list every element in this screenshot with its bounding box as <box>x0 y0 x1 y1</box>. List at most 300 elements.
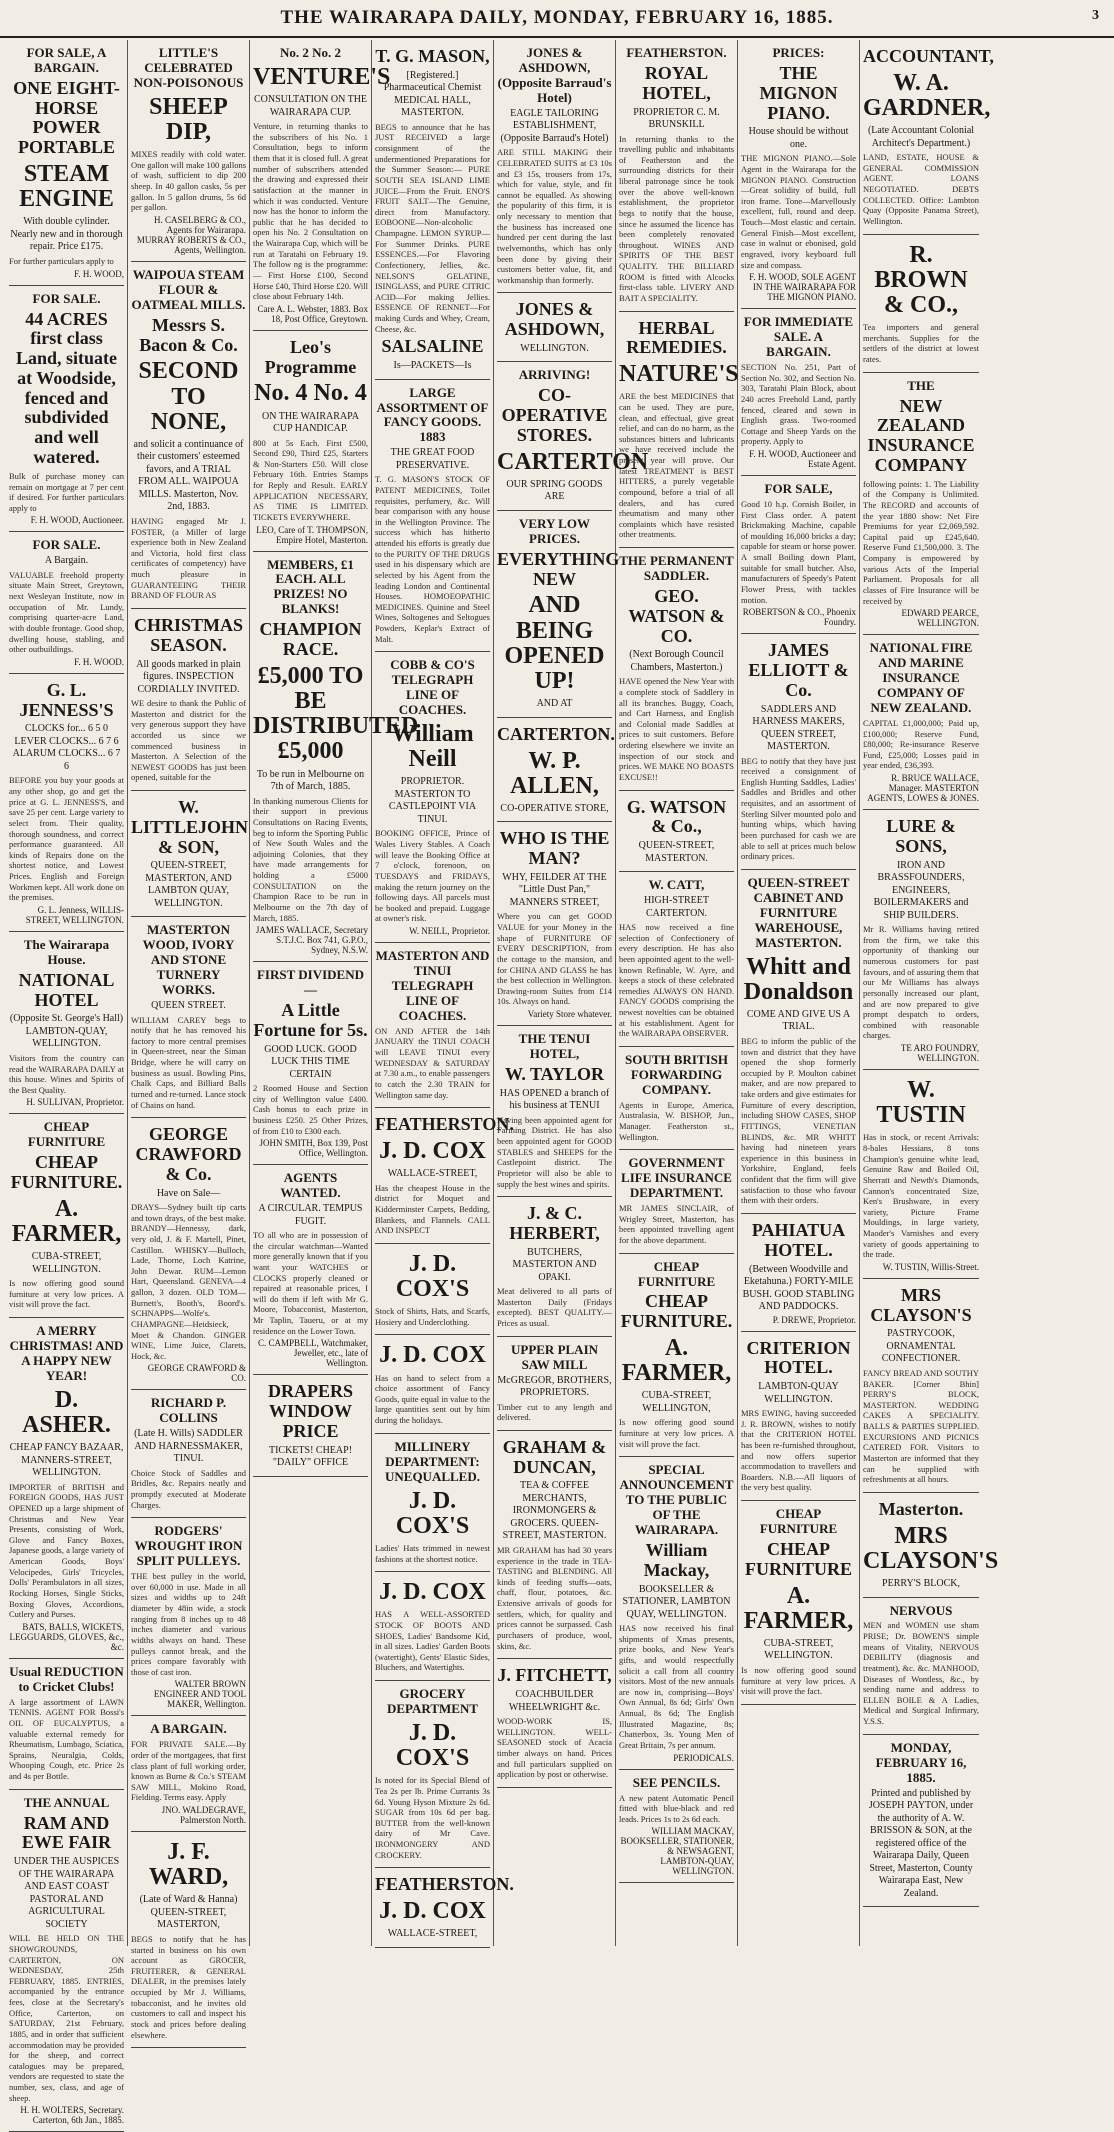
ad-subheading: A CIRCULAR. TEMPUS FUGIT. <box>258 1203 363 1227</box>
ad-subheading: CUBA-STREET, WELLINGTON. <box>31 1251 102 1275</box>
ad-body: BEGS to notify that he has started in business on his own account as GROCER, FRUITERER, & GENERAL DEALER, in the premises lately occupied by Mr J. Williams, tobacconist, and he invites old customers to call and inspect his stock and prices before dealing elsewhere. <box>131 1933 246 2040</box>
ad-heading: No. 2 No. 2 <box>279 45 342 60</box>
advertisement <box>131 1518 246 1716</box>
ad-heading: J. D. COX <box>379 1579 486 1606</box>
ad-heading: J. & C. HERBERT, <box>509 1203 600 1243</box>
ad-subheading: and solicit a continuance of their customers' esteemed favors, and A TRIAL FROM ALL. WAIPOUA MILLS. Masterton, Nov. 2nd, 1883. <box>133 438 244 513</box>
ad-heading: SALSALINE <box>381 336 484 357</box>
ad-heading: HERBAL REMEDIES. <box>626 317 727 358</box>
ad-heading: RAM AND EWE FAIR <box>21 1812 112 1853</box>
advertisement <box>375 1244 490 1336</box>
ad-subheading: QUEEN-STREET, MASTERTON. <box>638 840 715 864</box>
ad-subheading: Is—PACKETS—Is <box>393 360 472 372</box>
page-number: 3 <box>1092 8 1100 23</box>
ad-heading: SPECIAL ANNOUNCEMENT TO THE PUBLIC OF THE WAIRARAPA. <box>619 1462 734 1538</box>
ad-subheading: TICKETS! CHEAP! "DAILY" OFFICE <box>268 1444 353 1469</box>
advertisement <box>9 1659 124 1790</box>
ad-body: THE MIGNON PIANO.—Sole Agent in the Wairarapa for the MIGNON PIANO. Construction—Great solidity of build, full iron frame. Tone—Marvellously excellent, full, round and deep. Touch—Most elastic and certain. General Finish—Most excellent, case in walnut or ebonised, gold engraved, ivory keyboard full size and compass. <box>741 153 856 270</box>
ad-signature: P. DREWE, Proprietor. <box>772 1314 856 1325</box>
ad-subheading: CUBA-STREET, WELLINGTON. <box>763 1637 834 1662</box>
ad-subheading: PERRY'S BLOCK, <box>882 1578 960 1590</box>
ad-signature: Care A. L. Webster, 1883. Box 18, Post Office, Greytown. <box>257 303 368 324</box>
advertisement <box>253 40 391 331</box>
ad-heading: CO-OPERATIVE STORES. <box>501 385 608 445</box>
ad-heading: GOVERNMENT LIFE INSURANCE DEPARTMENT. <box>621 1155 732 1201</box>
newspaper-columns <box>6 40 1108 2126</box>
advertisement <box>619 312 739 549</box>
ad-heading: CHAMPION RACE. <box>259 619 362 660</box>
ad-body: Mr R. Williams having retired from the firm, we take this opportunity of thanking our numerous customers for past favours, and of assuring them that our Mr Williams has always personally increased our plant, and are now prepared to give prompt despatch to orders, combined with reasonable charges. <box>863 924 979 1041</box>
ad-heading: NEW ZEALAND INSURANCE COMPANY <box>867 395 975 475</box>
ad-subheading: COME AND GIVE US A TRIAL. <box>746 1008 851 1033</box>
advertisement <box>375 1868 514 1947</box>
ad-body: CAPITAL £1,000,000; Paid up, £100,000; Reserve Fund, £80,000; Re-insurance Reserve Fund, £25,000; Losses paid in year ended, £36,393. <box>863 717 979 771</box>
ad-body: FOR PRIVATE SALE.—By order of the mortgagees, that first class plant of full working order, known as Burne & Co.'s STEAM SAW MILL, Mokino Road, Fielding. Terms easy. Apply <box>131 1739 246 1803</box>
ad-subheading: CONSULTATION ON THE WAIRARAPA CUP. <box>253 94 368 118</box>
advertisement <box>863 373 979 636</box>
advertisement <box>9 286 124 533</box>
ad-heading: Whitt and Donaldson <box>743 953 854 1005</box>
ad-heading: STEAM ENGINE <box>19 161 114 213</box>
advertisement <box>619 1254 734 1458</box>
ad-heading: W. TUSTIN <box>876 1077 966 1129</box>
ad-heading: FOR IMMEDIATE SALE. A BARGAIN. <box>743 314 854 360</box>
advertisement <box>741 870 856 1214</box>
advertisement <box>131 1716 246 1832</box>
ad-subheading: HIGH-STREET CARTERTON. <box>644 895 709 919</box>
ad-heading: AGENTS WANTED. <box>280 1170 341 1201</box>
ad-heading: William Mackay, <box>643 1540 710 1580</box>
ad-heading: SHEEP DIP, <box>149 93 228 145</box>
advertisement <box>253 1165 368 1375</box>
ad-body: Meat delivered to all parts of Masterton Daily (Fridays excepted). BEST QUALITY.—Prices as usual. <box>497 1286 612 1329</box>
advertisement <box>863 810 979 1070</box>
ad-subheading: WHY, FEILDER AT THE "Little Dust Pan," MANNERS STREET, <box>502 871 607 908</box>
ad-heading: CARTERTON. <box>497 723 615 744</box>
ad-subheading: CHEAP FANCY BAZAAR, MANNERS-STREET, WELLINGTON. <box>9 1442 124 1479</box>
ad-subheading: WALLACE-STREET, <box>387 1928 478 1940</box>
ad-subheading: Printed and published by JOSEPH PAYTON, under the authority of A. W. BRISSON & SON, at the registered office of the Wairarapa Daily, Queen Street, Masterton, County Wairarapa East, New Zealand. <box>868 1787 974 1899</box>
ad-heading: FOR SALE. <box>32 537 101 553</box>
advertisement <box>375 943 490 1108</box>
advertisement <box>619 548 734 791</box>
ad-signature: F. H. WOOD, Auctioneer. <box>30 515 124 526</box>
ad-body: A new patent Automatic Pencil fitted with blue-black and red leads. Prices 1s to 2s 6d each. <box>619 1792 734 1824</box>
ad-heading: AND BEING OPENED UP! <box>504 592 605 695</box>
advertisement <box>863 1070 979 1279</box>
advertisement <box>497 511 620 718</box>
advertisement <box>619 1047 734 1150</box>
advertisement <box>131 917 246 1118</box>
ad-heading: THE PERMANENT SADDLER. <box>619 553 734 583</box>
ad-heading: 44 ACRES first class Land, situate at Woodside, fenced and subdivided and well watered. <box>15 308 118 468</box>
ad-heading: D. ASHER. <box>22 1386 111 1439</box>
ad-signature: PERIODICALS. <box>673 1752 734 1763</box>
ad-body: BEG to notify that they have just received a consignment of English Hunting Saddles, Ladies' Saddles and Bridles and other requisites, and an assortment of Sterling Silver mounted polo and hunting whips, which having been purchased for cash we are able to sell at prices much below ordinary prices. <box>741 755 856 862</box>
ad-heading: MASTERTON AND TINUI TELEGRAPH LINE OF COACHES. <box>375 948 490 1023</box>
ad-subheading: WELLINGTON. <box>520 342 589 354</box>
ad-signature: GEORGE CRAWFORD & CO. <box>147 1363 246 1384</box>
advertisement <box>741 1214 856 1332</box>
ad-subheading: PASTRYCOOK, ORNAMENTAL CONFECTIONER. <box>881 1328 961 1365</box>
advertisement <box>375 1572 490 1681</box>
ad-signature: F. H. WOOD, SOLE AGENT IN THE WAIRARAPA FOR THE MIGNON PIANO. <box>749 272 856 303</box>
ad-heading: FIRST DIVIDEND— <box>256 967 365 998</box>
ad-subheading: McGREGOR, BROTHERS, PROPRIETORS. <box>497 1374 612 1399</box>
ad-subheading: With double cylinder. Nearly new and in thorough repair. Price £175. <box>10 216 123 253</box>
ad-body: 2 Roomed House and Section city of Wellington value £400. Cash bonus to each prize in business £250. 25 Other Prizes, of from £10 to £300 each. <box>253 1083 368 1136</box>
ad-subheading: House should be without one. <box>748 126 849 150</box>
advertisement <box>619 1457 734 1769</box>
ad-heading: UPPER PLAIN SAW MILL <box>510 1341 599 1372</box>
advertisement <box>863 1735 979 1907</box>
ad-heading: GROCERY DEPARTMENT <box>386 1686 479 1717</box>
ad-signature: EDWARD PEARCE, WELLINGTON. <box>901 608 979 629</box>
ad-heading: No. 4 No. 4 <box>254 380 367 407</box>
ad-body: Agents in Europe, America, Australasia, W. BISHOP, Jun., Manager. Featherston st., Wellington. <box>619 1099 734 1142</box>
ad-heading: A. FARMER, <box>743 1582 854 1634</box>
ad-signature: WALTER BROWN ENGINEER AND TOOL MAKER, Wellington. <box>153 1679 246 1710</box>
ad-subheading: To be run in Melbourne on 7th of March, 1885. <box>256 768 365 793</box>
ad-subheading: BUTCHERS, MASTERTON AND OPAKI. <box>512 1246 597 1283</box>
advertisement <box>131 1390 246 1518</box>
ad-body: WILL BE HELD ON THE SHOWGROUNDS, CARTERTON, ON WEDNESDAY, 25th FEBRUARY, 1885. ENTRIES, accompanied by the entrance fees, close at the Secretary's Office, Carterton, on SATURDAY, 21st February, 1885, and in order that sufficient accommodation may be provided for the sheep, and correct catalogues may be prepared, vendors are requested to state the number, sex, class, and age of sheep. <box>9 1933 124 2103</box>
ad-body: HAS now received his final shipments of Xmas presents, prize books, and New Year's gifts, and would respectfully solicit a call from all country visitors. Most of the new annuals are now in, comprising—Boys' Own Annual, 8s 6d; Girls' Own Annual, 8s 6d; The English Illustrated Magazine, 8s; Chatterbox, 3s. Young Men of Great Britain, 7s per annum. <box>619 1623 734 1750</box>
ad-heading: FOR SALE, <box>764 481 833 497</box>
advertisement <box>497 40 612 293</box>
ad-heading: RICHARD P. COLLINS <box>150 1395 227 1426</box>
ad-body: HAVING engaged Mr J. FOSTER, (a Miller of large experience both in New Zealand and Victoria, hold first class certificates of competency) have much pleasure in GUARANTEEING THEIR BRAND OF FLOUR AS <box>131 515 246 601</box>
ad-signature: F. H. WOOD, Auctioneer and Estate Agent. <box>749 449 856 470</box>
ad-signature: F. H. WOOD. <box>74 656 124 667</box>
ad-signature: F. H. WOOD, <box>74 268 124 279</box>
column-6 <box>616 40 738 1946</box>
ad-signature: JOHN SMITH, Box 139, Post Office, Wellington. <box>259 1138 368 1159</box>
ad-body: Choice Stock of Saddles and Bridles, &c. Repairs neatly and promptly executed at Moderate Charges. <box>131 1467 246 1510</box>
ad-signature: JAMES WALLACE, Secretary S.T.J.C. Box 741, G.P.O., Sydney, N.S.W. <box>255 925 368 956</box>
advertisement <box>9 532 124 673</box>
ad-subheading: PROPRIETOR C. M. BRUNSKILL <box>633 106 720 131</box>
ad-body: Is now offering good sound furniture at very low prices. A visit will prove the fact. <box>619 1417 734 1449</box>
ad-body: FANCY BREAD AND SOUTHY BAKER. [Corner Bhin] PERRY'S BLOCK, MASTERTON. WEDDING CAKES A SPECIALITY. BALLS & PARTIES SUPPLIED. EXCURSIONS AND PICNICS CATERED FOR. Visitors to Masterton are informed that they can be supplied with refreshments at all hours. <box>863 1367 979 1485</box>
advertisement <box>375 380 490 653</box>
ad-heading: A. FARMER, <box>11 1195 122 1248</box>
ad-subheading: COACHBUILDER WHEELWRIGHT &c. <box>508 1689 601 1713</box>
advertisement <box>9 674 124 932</box>
column-5 <box>494 40 649 1946</box>
ad-subheading: WALLACE-STREET, <box>387 1168 478 1180</box>
advertisement <box>9 1318 124 1659</box>
advertisement <box>253 1375 368 1476</box>
column-1 <box>6 40 128 2126</box>
ad-heading: MASTERTON WOOD, IVORY AND STONE TURNERY WORKS. <box>142 922 235 998</box>
ad-heading: FEATHERSTON. <box>375 1114 514 1135</box>
ad-subheading: HAS OPENED a branch of his business at TENUI <box>499 1087 610 1112</box>
ad-subheading: A Bargain. <box>44 555 89 567</box>
ad-body: For further particulars apply to <box>9 255 114 266</box>
ad-heading: NERVOUS <box>889 1602 953 1618</box>
ad-heading: NATURE'S <box>619 361 739 388</box>
ad-body: LAND, ESTATE, HOUSE & GENERAL COMMISSION AGENT. LOANS NEGOTIATED. DEBTS COLLECTED. Office: Lambton Quay (Opposite Panama Street), Wellington. <box>863 152 979 226</box>
ad-body: T. G. MASON'S STOCK OF PATENT MEDICINES, Toilet requisites, perfumery, &c. Will bear comparison with any house in the Wellington Province. The success which has hitherto attended his efforts is greatly due to the PURITY OF THE DRUGS used in his dispensary which are selected by his Agent from the leading London and Continental Houses. HOMOEOPATHIC MEDICINES. Quinine and Steel Wines, Soltogenes and Seltogues Powders, Keplar's Extract of Malt. <box>375 474 490 644</box>
ad-signature: R. BRUCE WALLACE, Manager. MASTERTON AGENTS, LOWES & JONES. <box>867 773 979 804</box>
ad-body: DRAYS—Sydney built tip carts and town drays, of the best make. BRANDY—Hennessy, dark, very old, J. & F. Martell, Pinet, Castillon. WHISKY—Bulloch, Lade, Thorne, Loch Katrine, John Dewar. RUM—Lemon Hart, Queensland. GENEVA—4 gallon, 3 dozen. OLD TOM—Burnett's, Booth's, Boord's. SCHNAPPS—Wolfe's. CHAMPAGNE—Heidsieck, Moet & Chandon. GINGER WINE, Lime Juice, Clarets, Hock, &c. <box>131 1202 246 1361</box>
ad-subheading: ON THE WAIRARAPA CUP HANDICAP. <box>261 410 360 435</box>
advertisement <box>619 1150 734 1253</box>
advertisement <box>375 1681 490 1868</box>
ad-body: ARE the best MEDICINES that can be used. They are pure, clean, and effectual, give great relief, and can do no harm, as the substances bitters and lubricants we have received include the present year will prove. Our latest TREATMENT is BEST HITTERS, a purely vegetable compound, before a trial of all dealers, and has cured rheumatism and many other complaints which have resisted other treatments. <box>619 391 734 540</box>
ad-heading: J. D. COX'S <box>395 1250 470 1302</box>
ad-body: TO all who are in possession of the circular watchman—Wanted more generally known that if you want your WATCHES or CLOCKS properly cleaned or repaired at reasonable prices, I will do them if left with Mr G. Moore, Tobacconist, Masterton, Mr Taplin, Taueru, or at my residence on the Lower Town. <box>253 1230 368 1336</box>
advertisement <box>253 962 368 1165</box>
ad-heading: ARRIVING! <box>518 367 591 383</box>
ad-heading: CHEAP FURNITURE <box>637 1258 716 1289</box>
ad-subheading: GOOD LUCK. GOOD LUCK THIS TIME CERTAIN <box>264 1043 357 1080</box>
ad-signature: W. NEILL, Proprietor. <box>409 926 490 937</box>
advertisement <box>375 652 490 943</box>
ad-heading: A. FARMER, <box>621 1335 732 1387</box>
ad-heading: J. D. COX <box>379 1342 486 1369</box>
advertisement <box>619 791 734 873</box>
ad-signature: WILLIAM MACKAY, BOOKSELLER, STATIONER, & NEWSAGENT, LAMBTON-QUAY, WELLINGTON. <box>620 1826 734 1877</box>
ad-heading: W. P. ALLEN, <box>510 747 599 799</box>
ad-body: SECTION No. 251, Part of Section No. 302, and Section No. 303, Taratahi Plain Block, about 240 acres Freehold Land, partly fenced, cleared and sown in English grass. Two-roomed Cottage and Sheep Yards on the property. Apply to <box>741 362 856 447</box>
ad-heading: LARGE ASSORTMENT OF FANCY GOODS. 1883 <box>376 384 489 445</box>
ad-signature: ROBERTSON & CO., Phoenix Foundry. <box>742 607 856 628</box>
ad-body: Good 10 h.p. Cornish Boiler, in First Class order. A patent Brickmaking Machine, capable of moulding 16,000 bricks a day; capable for steam or horse power. A small Boiling down Plant, suitable for small butcher. Also, manufacturers of Speedy's Patent Flower Press, with tackles motion. <box>741 498 856 605</box>
ad-body: WE desire to thank the Public of Masterton and district for the very generous support they have accorded us since we commenced business in Masterton. A Selection of the NEWEST GOODS has just been opened, suitable for the <box>131 698 246 783</box>
ad-heading: Leo's Programme <box>264 336 357 377</box>
ad-heading: FEATHERSTON. <box>626 45 727 60</box>
ad-body: Bulk of purchase money can remain on mortgage at 7 per cent if desired. For further particulars apply to <box>9 470 124 513</box>
ad-body: In thanking numerous Clients for their support in previous Consultations on Racing Events, beg to inform the Sporting Public of New South Wales and the adjoining Colonies, that they have made arrangements for holding a £5000 CONSULTATION on the Champion Race to be run in Melbourne on the 7th day of March, 1885. <box>253 795 368 923</box>
advertisement <box>619 40 734 312</box>
ad-heading: Masterton. <box>878 1498 964 1519</box>
ad-heading: MONDAY, FEBRUARY 16, 1885. <box>875 1739 967 1785</box>
ad-heading: J. D. COX'S <box>395 1719 470 1772</box>
ad-heading: T. G. MASON, <box>375 46 490 66</box>
ad-heading: CHEAP FURNITURE. <box>10 1152 123 1193</box>
ad-subheading: (Opposite St. George's Hall) LAMBTON-QUAY, WELLINGTON. <box>9 1013 124 1050</box>
ad-body: VALUABLE freehold property situate Main Street, Greytown, next Wesleyan Institute, now in occupation of Mr. Lundy, comprising quarter-acre Land, with double frontage. Good shop, dwelling house, stabling, and other outbuildings. <box>9 569 124 655</box>
ad-heading: W. TAYLOR <box>504 1063 605 1084</box>
ad-body: Ladies' Hats trimmed in newest fashions at the shortest notice. <box>375 1542 490 1564</box>
advertisement <box>131 40 246 262</box>
ad-body: Is noted for its Special Blend of Tea 2s per lb. Prime Currants 3s 6d. Young Hyson Mixture 2s 6d. SUGAR from 10s 6d per bag. BUTTER from the well-known dairy of Mr Cave. IRONMONGERY AND CROCKERY. <box>375 1775 490 1860</box>
ad-heading: VERY LOW PRICES. <box>519 515 590 546</box>
advertisement <box>497 1337 612 1431</box>
ad-heading: CHEAP FURNITURE <box>27 1119 106 1150</box>
advertisement <box>863 1493 999 1598</box>
ad-heading: William Neill <box>391 721 474 773</box>
ad-heading: ACCOUNTANT, <box>863 46 994 66</box>
advertisement <box>9 932 124 1114</box>
ad-heading: Messrs S. Bacon & Co. <box>139 314 238 355</box>
ad-body: WOOD-WORK IS, WELLINGTON. WELL-SEASONED stock of Acacia timber always on hand. Prices and full particulars supplied on application by post or otherwise. <box>497 1716 612 1780</box>
column-2 <box>128 40 250 2040</box>
advertisement <box>375 1335 490 1433</box>
ad-heading: FOR SALE. <box>32 290 101 306</box>
ad-heading: GEORGE CRAWFORD & Co. <box>135 1124 242 1184</box>
column-8 <box>860 40 999 1946</box>
ad-subheading: THE GREAT FOOD PRESERVATIVE. <box>390 447 475 471</box>
ad-heading: ONE EIGHT-HORSE POWER PORTABLE <box>13 77 120 158</box>
advertisement <box>131 262 246 609</box>
ad-signature: C. CAMPBELL, Watchmaker, Jeweller, etc., late of Wellington. <box>258 1338 368 1369</box>
ad-body: MR JAMES SINCLAIR, of Wrigley Street, Masterton, has been appointed travelling agent for the above department. <box>619 1203 734 1245</box>
ad-heading: SECOND TO NONE, <box>138 358 239 435</box>
ad-heading: SEE PENCILS. <box>632 1774 721 1790</box>
ad-subheading: PROPRIETOR. MASTERTON TO CASTLEPOINT VIA TINUI. <box>388 776 477 825</box>
ad-subheading: IRON AND BRASSFOUNDERS, ENGINEERS, BOILERMAKERS and SHIP BUILDERS. <box>873 859 969 921</box>
ad-heading: WHO IS THE MAN? <box>499 828 610 869</box>
ad-heading: W. CATT, <box>648 877 705 893</box>
ad-body: Has in stock, or recent Arrivals: 8-bales Hessians, 8 tons Champion's genuine white lead, Genuine Raw and Boiled Oil, Sherratt and Newth's Diamonds, Cannon's concentrated Size, Ken's Brushware, in every variety, Picture Frame Mouldings, in large variety, Maoder's Varnishes and every variety of goods appertaining to the trade. <box>863 1132 979 1260</box>
ad-heading: The Wairarapa House. <box>23 936 110 967</box>
ad-heading: CHEAP FURNITURE. <box>620 1291 733 1332</box>
ad-body: Timber cut to any length and delivered. <box>497 1401 612 1423</box>
ad-subheading: (Late H. Wills) SADDLER AND HARNESSMAKER, TINUI. <box>134 1428 243 1465</box>
advertisement <box>741 40 856 309</box>
ad-body: HAS now received a fine selection of Confectionery of every description. He has also been appointed agent to the well-known Refinable, W. Ayre, and keeps a stock of these celebrated remedies ALWAYS ON HAND. FANCY GOODS comprising the newest novelties can be obtained at his establishment. Agent for the WAIRARAPA OBSERVER. <box>619 922 734 1039</box>
ad-subheading: (Between Woodville and Eketahuna.) FORTY-MILE BUSH. GOOD STABLING AND PADDOCKS. <box>742 1263 855 1312</box>
ad-heading: MEMBERS, £1 EACH. ALL PRIZES! NO BLANKS! <box>267 556 354 617</box>
advertisement <box>863 1279 979 1493</box>
ad-heading: ROYAL HOTEL, <box>642 62 711 103</box>
advertisement <box>131 1832 246 2048</box>
ad-signature: TE ARO FOUNDRY, WELLINGTON. <box>900 1043 979 1064</box>
ad-heading: EVERYTHING NEW <box>497 548 620 589</box>
ad-heading: FEATHERSTON. <box>375 1874 514 1895</box>
ad-heading: THE TENUI HOTEL, <box>518 1031 591 1062</box>
advertisement <box>741 476 856 634</box>
ad-body: In returning thanks to the travelling public and inhabitants of Featherston and the surrounding districts for their liberal patronage since he took over the above well-known establishment, the proprietor begs to notify that the house, since he assumed the licence has been completely renovated throughout. WINES AND SPIRITS OF THE BEST QUALITY. THE BILLIARD ROOM is fitted with Alcocks first-class table. LIVERY AND BAIT A SPECIALITY. <box>619 133 734 303</box>
ad-heading: FOR SALE, A BARGAIN. <box>26 45 107 75</box>
ad-subheading: QUEEN STREET. <box>151 1000 226 1012</box>
ad-heading: PRICES: <box>772 45 825 60</box>
ad-body: Has on hand to select from a choice assortment of Fancy Goods, quite equal in value to the large quantities sent out by him during the holidays. <box>375 1372 490 1426</box>
ad-heading: JONES & ASHDOWN, (Opposite Barraud's Hotel) <box>497 45 612 105</box>
advertisement <box>863 235 979 373</box>
ad-heading: CHRISTMAS SEASON. <box>133 614 244 655</box>
ad-heading: CHEAP FURNITURE <box>759 1506 838 1537</box>
advertisement <box>619 872 734 1047</box>
advertisement <box>253 331 368 552</box>
column-4 <box>372 40 514 1946</box>
advertisement <box>497 1659 612 1788</box>
ad-body: WILLIAM CAREY begs to notify that he has removed his factory to more central premises in Queen-street, near the Siman Bridge, where he will carry on business as usual. Bowling Pins, Chalk Caps, and Billiard Balls turned and re-turned. Lance stock of Chains on hand. <box>131 1014 246 1110</box>
ad-signature: JNO. WALDEGRAVE, Palmerston North. <box>161 1805 246 1826</box>
ad-subheading: LAMBTON-QUAY WELLINGTON. <box>758 1381 839 1405</box>
ad-heading: LURE & SONS, <box>886 816 956 856</box>
advertisement <box>497 1431 612 1659</box>
ad-body: BEG to inform the public of the town and district that they have opened the shop formerly occupied by P. Moulton cabinet maker, and are now prepared to take orders and give estimates for Furniture of every description, including SHOW CASES, SHOP FITTINGS, VENETIAN BLINDS, &c. MR WHITT having had nineteen years experience in this business in Yorkshire, England, feels confident that the firm will give satisfaction to those who favour them with their orders. <box>741 1035 856 1206</box>
ad-body: BEGS to announce that he has JUST RECEIVED a large consignment of the undermentioned Preparations for the Summer Season:— PURE SOUTH SEA ISLAND LIME JUICE—From the Fruit. ENO'S FRUIT SALT—The Genuine, direct from Manufactory. EOBOONE—Non-alcoholic Champagne. LEMON SYRUP—For Summer Drinks. PURE ESSENCES.—For Flavoring Confectionery, Jellies, &c. NELSON'S GELATINE, ISINGLASS, and PURE CITRIC ACID—For making Jellies. ESSENCE OF RENNET—For making Curds and Whey, Cream, Cheese, &c. <box>375 121 490 334</box>
ad-heading: MRS CLAYSON'S <box>870 1284 972 1325</box>
ad-signature: G. L. Jenness, WILLIS-STREET, WELLINGTON. <box>25 904 124 925</box>
ad-body: Venture, in returning thanks to the subscribers of his No. 1 Consultation, begs to inform them that it is closed full. A great number of subscribers attended the drawing and expressed their satisfaction at the manner in which it was conducted. Venture now has the honor to inform the public that he has decided to open his No. 2 Consultation on the Wairarapa Cup, which will be run at Taratahi on February 19. The follow ng is the programme:— First Horse £100, Second Horse £40, Third Horse £20. Will close about February 14th. <box>253 121 368 302</box>
ad-heading: G. L. JENNESS'S <box>19 679 114 720</box>
advertisement <box>497 822 612 1026</box>
ad-heading: CARTERTON <box>497 448 649 475</box>
advertisement <box>741 309 856 476</box>
ad-heading: GRAHAM & DUNCAN, <box>502 1436 607 1477</box>
ad-heading: CHEAP FURNITURE <box>744 1538 852 1579</box>
ad-subheading: CLOCKS for... 6 5 0 LEVER CLOCKS... 6 7 6 ALARUM CLOCKS... 6 7 6 <box>12 723 121 772</box>
ad-heading: J. D. COX <box>379 1137 486 1164</box>
advertisement <box>253 552 419 963</box>
advertisement <box>131 1118 246 1390</box>
advertisement <box>131 609 246 791</box>
ad-subheading: TEA & COFFEE MERCHANTS, IRONMONGERS & GROCERS. QUEEN-STREET, MASTERTON. <box>502 1480 607 1542</box>
ad-heading: NATIONAL FIRE AND MARINE INSURANCE COMPANY OF NEW ZEALAND. <box>869 640 973 715</box>
ad-body: BOOKING OFFICE, Prince of Wales Livery Stables. A Coach will leave the Booking Office at 7 o'clock, forenoon, on TUESDAYS and FRIDAYS, making the return journey on the following days. All parcels must be booked and prepaid. Luggage at owner's risk. <box>375 828 490 924</box>
advertisement <box>9 40 124 286</box>
ad-signature: BATS, BALLS, WICKETS, LEGGUARDS, GLOVES, &c., &c. <box>9 1621 124 1652</box>
ad-body: following points: 1. The Liability of the Company is Unlimited. The RECORD and accounts of the year 1880 show: Net Fire Premiums for year £2,069,592. Capital paid up £245,640. Reserve Fund £1,500,000. 3. The Company is empowered by various Acts of the Imperial Parliament. Proposals for all classes of Fire Insurance will be received by <box>863 478 979 606</box>
ad-heading: COBB & CO'S TELEGRAPH LINE OF COACHES. <box>390 657 475 718</box>
advertisement <box>863 1598 979 1735</box>
advertisement <box>863 40 994 235</box>
ad-body: MR GRAHAM has had 30 years experience in the trade in TEA-TASTING and BLENDING. All kinds of feeding stuffs—oats, chaff, flour, potatoes, &c. Extensive arrivals of goods for settlers, which, for quality and prices cannot be surpassed. Cash purchasers of produce, wool, skins, &c. <box>497 1544 612 1651</box>
advertisement <box>497 1197 612 1337</box>
ad-subheading: QUEEN-STREET, MASTERTON, AND LAMBTON QUAY, WELLINGTON. <box>145 860 232 909</box>
ad-heading: Usual REDUCTION to Cricket Clubs! <box>9 1663 124 1694</box>
ad-subheading: EAGLE TAILORING ESTABLISHMENT, (Opposite Barraud's Hotel) <box>500 107 609 144</box>
column-7 <box>738 40 860 1946</box>
ad-body: Stock of Shirts, Hats, and Scarfs, Hosiery and Underclothing. <box>375 1306 490 1327</box>
advertisement <box>619 1770 734 1884</box>
ad-subheading: All goods marked in plain figures. INSPECTION CORDIALLY INVITED. <box>136 658 241 695</box>
ad-subheading: SADDLERS AND HARNESS MAKERS, QUEEN STREET, MASTERTON. <box>752 703 845 753</box>
ad-heading: LITTLE'S CELEBRATED NON-POISONOUS <box>133 45 244 90</box>
ad-heading: MRS CLAYSON'S <box>863 1522 999 1574</box>
ad-signature: Variety Store whatever. <box>527 1009 612 1020</box>
ad-subheading: (Late of Ward & Hanna) QUEEN-STREET, MASTERTON, <box>139 1894 238 1931</box>
ad-body: HAVE opened the New Year with a complete stock of Saddlery in all its branches. Buggy, Coach, and Cart Harness, and English and Colonial made Saddles at prices to suit customers. Before ordering elsewhere we invite an inspection of our stock and prices. WE MAKE NO BOASTS EXCUSE!! <box>619 676 734 782</box>
ad-heading: NATIONAL HOTEL <box>18 969 115 1010</box>
ad-signature: H. CASELBERG & CO., Agents for Wairarapa. MURRAY ROBERTS & CO., Agents, Wellington. <box>136 214 246 255</box>
ad-subheading: [Registered.] Pharmaceutical Chemist MEDICAL HALL, MASTERTON. <box>383 69 482 119</box>
ad-subheading: CO-OPERATIVE STORE, <box>500 802 609 814</box>
ad-body: Having been appointed agent for Farming District. He has also been appointed agent for GOOD STABLES and SHEEPS for the Castlepoint district. The Proprietor will also be able to supply the best wines and spirits. <box>497 1114 612 1189</box>
ad-heading: W. LITTLEJOHN & SON, <box>131 797 249 857</box>
ad-body: MRS EWING, having succeeded J. R. BROWN, wishes to notify that the CRITERION HOTEL has been re-furnished throughout, and now offers superior accommodation to travellers and Boarders. N.B.—All liquors of the very best quality. <box>741 1408 856 1493</box>
ad-heading: VENTURE'S <box>253 63 391 90</box>
ad-heading: A Little Fortune for 5s. <box>253 1000 368 1040</box>
ad-body: Visitors from the country can read the WAIRARAPA DAILY at this house. Wines and Spirits of the Best Quality. <box>9 1052 124 1095</box>
ad-heading: J. D. COX <box>379 1898 486 1925</box>
ad-subheading: AND AT <box>536 698 573 710</box>
ad-heading: JAMES ELLIOTT & Co. <box>748 640 849 700</box>
ad-body: BEFORE you buy your goods at any other shop, go and get the price at G. L. JENNESS'S, and save 25 per cent. Large variety to select from. Their quality, thorough soundness, and correct performance guaranteed. All kinds of Repairs done on the shortest notice, and Lowest Prices. English and Foreign Workmen kept. All work done on the premises. <box>9 775 124 903</box>
advertisement <box>497 1026 612 1197</box>
ad-signature: H. SULLIVAN, Proprietor. <box>26 1097 124 1108</box>
advertisement <box>863 635 979 810</box>
ad-heading: J. F. WARD, <box>148 1839 229 1891</box>
ad-signature: H. H. WOLTERS, Secretary. Carterton, 6th Jan., 1885. <box>20 2105 124 2126</box>
ad-body: MIXES readily with cold water. One gallon will make 100 gallons of wash, sufficient to dip 200 sheep. In 40 gallon casks, 5s per gallon. In 5 gallon drums, 5s 6d per gallon. <box>131 149 246 213</box>
ad-heading: QUEEN-STREET CABINET AND FURNITURE WAREHOUSE, MASTERTON. <box>747 874 850 950</box>
ad-heading: GEO. WATSON & CO. <box>628 585 725 646</box>
ad-heading: G. WATSON & Co., <box>626 796 727 837</box>
ad-body: Where you can get GOOD VALUE for your Money in the shape of FURNITURE OF EVERY DESCRIPTION, from the cottage to the mansion, and for CHINA AND GLASS he has the best collection in Wellington. Drawing-room Suites from £14 10s. Always on hand. <box>497 911 612 1007</box>
ad-heading: W. A. GARDNER, <box>863 69 991 121</box>
advertisement <box>9 1790 124 2132</box>
advertisement <box>497 362 649 511</box>
ad-heading: A BARGAIN. <box>150 1721 227 1737</box>
ad-heading: J. FITCHETT, <box>497 1665 612 1686</box>
